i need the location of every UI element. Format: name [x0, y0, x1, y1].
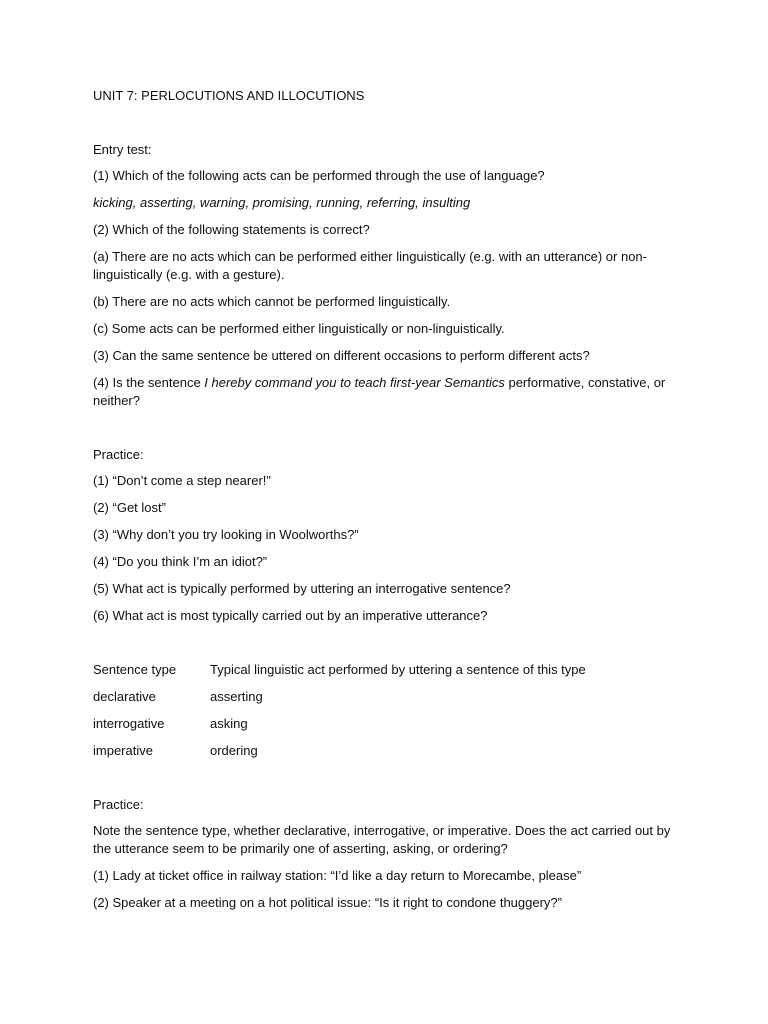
unit-title: UNIT 7: PERLOCUTIONS AND ILLOCUTIONS: [93, 88, 365, 103]
entry-question-2b: (b) There are no acts which cannot be performed linguistically.: [93, 294, 451, 309]
practice-2-intro: Note the sentence type, whether declarative, interrogative, or imperative. Does the act carried out by the utterance seem to be primarily one of asserting, asking, or ordering?: [93, 823, 671, 856]
table-cell-act: asking: [210, 716, 248, 731]
entry-question-2: (2) Which of the following statements is correct?: [93, 222, 370, 237]
table-header-row: [93, 661, 678, 679]
document-page: [93, 87, 678, 921]
table-cell-act: ordering: [210, 743, 258, 758]
practice-2-heading: Practice:: [93, 797, 144, 812]
entry-test-heading: Entry test:: [93, 142, 152, 157]
table-row: [93, 688, 678, 706]
practice-2-item-1: (1) Lady at ticket office in railway station: “I’d like a day return to Morecambe, please”: [93, 868, 582, 883]
q4-prefix: (4) Is the sentence: [93, 375, 205, 390]
practice-item-2: (2) “Get lost”: [93, 500, 166, 515]
entry-question-3: (3) Can the same sentence be uttered on different occasions to perform different acts?: [93, 348, 590, 363]
practice-item-5: (5) What act is typically performed by uttering an interrogative sentence?: [93, 581, 511, 596]
entry-question-2a: (a) There are no acts which can be performed either linguistically (e.g. with an utterance) or non-linguistically (e.g. with a gesture).: [93, 249, 647, 282]
q4-example-sentence: I hereby command you to teach first-year Semantics: [204, 375, 505, 390]
practice-heading: Practice:: [93, 447, 144, 462]
table-row: [93, 742, 678, 760]
practice-item-4: (4) “Do you think I’m an idiot?”: [93, 554, 268, 569]
column-header-sentence-type: Sentence type: [93, 662, 177, 677]
q4-suffix: performative, constative, or neither?: [93, 375, 666, 408]
practice-item-1: (1) “Don’t come a step nearer!”: [93, 473, 271, 488]
table-cell-sentence-type: interrogative: [93, 716, 165, 731]
practice-2-item-2: (2) Speaker at a meeting on a hot political issue: “Is it right to condone thuggery?”: [93, 895, 562, 910]
table-cell-sentence-type: imperative: [93, 743, 153, 758]
column-header-typical-act: Typical linguistic act performed by uttering a sentence of this type: [210, 662, 586, 677]
table-cell-act: asserting: [210, 689, 263, 704]
table-row: [93, 715, 678, 733]
entry-question-1: (1) Which of the following acts can be performed through the use of language?: [93, 168, 545, 183]
entry-question-2c: (c) Some acts can be performed either linguistically or non-linguistically.: [93, 321, 505, 336]
practice-item-6: (6) What act is most typically carried out by an imperative utterance?: [93, 608, 488, 623]
practice-item-3: (3) “Why don’t you try looking in Woolworths?”: [93, 527, 359, 542]
entry-question-4: [93, 374, 678, 410]
acts-list: kicking, asserting, warning, promising, running, referring, insulting: [93, 195, 471, 210]
table-cell-sentence-type: declarative: [93, 689, 156, 704]
entry-question-1-list: [93, 194, 678, 212]
